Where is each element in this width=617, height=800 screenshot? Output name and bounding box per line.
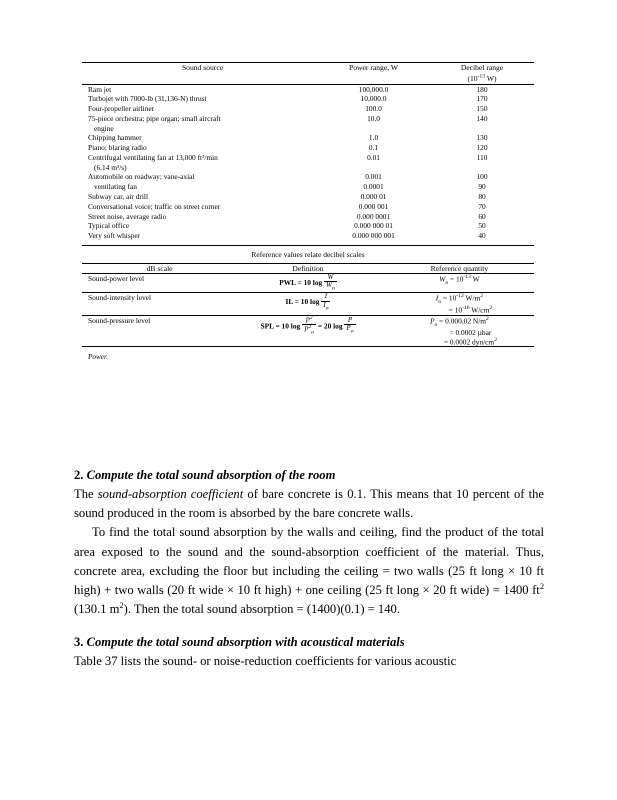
- scale-reference: $W_o = 10^{-13}$ W: [439, 273, 480, 286]
- table-caption: Power.: [88, 353, 108, 362]
- cell-power: 0.01: [367, 152, 380, 162]
- cell-power: 10.0: [367, 113, 380, 123]
- cell-db: 150: [476, 104, 488, 114]
- cell-db: 170: [476, 94, 488, 104]
- cell-power: 0.1: [368, 143, 379, 153]
- cell-power: 0.001: [365, 172, 382, 182]
- cell-power: 0.000 01: [360, 191, 387, 201]
- table-row: [82, 114, 534, 124]
- cell-db: 40: [478, 231, 486, 241]
- scale-name: Sound-intensity level: [88, 293, 152, 303]
- cell-source: Typical office: [88, 221, 130, 231]
- sound-source-table-block: [82, 62, 534, 361]
- table-row: [82, 84, 534, 94]
- cell-source: Subway car, air drill: [88, 191, 149, 201]
- header-decibel-range: [430, 63, 534, 85]
- scale-reference: $P_o = 0.000,02$ $N/m^2$ = 0.0002 µbar = 0.0002 dyn/$cm^2$: [430, 315, 497, 347]
- header-power-range: Power range, W: [349, 63, 399, 72]
- cell-power: [317, 163, 430, 173]
- section-2-paragraph-2: To find the total sound absorption by the walls and ceiling, find the product of the total area exposed to the sound and the sound-absorption coefficient of the material. Thus, concrete area, excluding the floor but including the ceiling = two walls (25 ft long × 10 ft high) + two walls (20 ft wide × 10 ft high) + one ceiling (25 ft long × 20 ft wide) = 1400 $ft^2$ (130.1 $m^2$). Then the total sound absorption = (1400)(0.1) = 140.: [74, 525, 544, 617]
- cell-db: [430, 124, 534, 134]
- table-header-row: [82, 63, 534, 85]
- table-row-continuation: [82, 182, 534, 192]
- cell-source: 75-piece orchestra; pipe organ; small aircraft: [88, 113, 221, 123]
- cell-source: Automobile on roadway; vane-axial: [88, 172, 195, 182]
- table-row: [82, 172, 534, 182]
- scale-reference: $I_o = 10^{-12}$ $W/m^2$ = $10^{-16}$ $W/cm^2$: [435, 293, 493, 315]
- cell-power: 0.000 001: [358, 201, 389, 211]
- header-reference-quantity: Reference quantity: [430, 263, 489, 273]
- table-row: [82, 153, 534, 163]
- table-row: [82, 94, 534, 104]
- scale-name: Sound-power level: [88, 273, 145, 283]
- table-row: [82, 231, 534, 241]
- cell-source: Centrifugal ventilating fan at 13,000 ft³/min: [88, 152, 218, 162]
- cell-power: 100,000.0: [358, 84, 389, 94]
- cell-source: Turbojet with 7000-lb (31,136-N) thrust: [88, 94, 207, 104]
- cell-source: (6.14 m³/s): [94, 162, 127, 172]
- cell-db: 110: [476, 152, 488, 162]
- cell-source: Very soft whisper: [88, 231, 141, 241]
- table-row-continuation: [82, 163, 534, 173]
- header-decibel-line1: Decibel range: [460, 63, 504, 72]
- table-row: [82, 192, 534, 202]
- header-sound-source: Sound source: [181, 63, 224, 72]
- cell-db: 180: [476, 84, 488, 94]
- table-row: [82, 212, 534, 222]
- section-2-paragraph-1: The sound-absorption coefficient of bare concrete is 0.1. This means that 10 percent of the sound produced in the room is absorbed by the bare concrete walls.: [74, 487, 545, 521]
- section-2-heading: 2. Compute the total sound absorption of the room: [74, 468, 336, 482]
- cell-source: Four-propeller airliner: [88, 104, 155, 114]
- scale-row-intensity: [82, 293, 534, 315]
- table-row: [82, 143, 534, 153]
- paragraph-spacer: [74, 620, 544, 633]
- cell-source: Piano; blaring radio: [88, 143, 147, 153]
- cell-db: 70: [478, 201, 486, 211]
- cell-db: 130: [476, 133, 488, 143]
- section-3-paragraph-1: Table 37 lists the sound- or noise-reduction coefficients for various acoustic: [74, 653, 457, 668]
- scale-row-pressure: [82, 315, 534, 346]
- scale-definition: SPL = 10 log $\frac{P^2}{P^2_o}$ = 20 log $\frac{P}{P_o}$: [260, 314, 354, 337]
- cell-db: 90: [478, 182, 486, 192]
- header-db-scale: dB scale: [146, 263, 173, 273]
- table-row: [82, 221, 534, 231]
- cell-db: 120: [476, 143, 488, 153]
- cell-power: 0.0001: [363, 182, 384, 192]
- sound-source-table: [82, 62, 534, 241]
- scales-header-row: [82, 263, 534, 273]
- table-row: [82, 202, 534, 212]
- cell-power: [317, 124, 430, 134]
- cell-source: Chipping hammer: [88, 133, 142, 143]
- table-row: [82, 104, 534, 114]
- scale-name: Sound-pressure level: [88, 315, 151, 325]
- cell-source: Street noise, average radio: [88, 211, 167, 221]
- reference-heading: Reference values relate decibel scales: [251, 249, 365, 259]
- cell-power: 1.0: [368, 133, 379, 143]
- cell-db: 60: [478, 211, 486, 221]
- cell-power: 10,000.0: [360, 94, 387, 104]
- cell-power: 0.000 000 01: [354, 221, 393, 231]
- cell-power: 0.000 000 001: [352, 231, 395, 241]
- header-definition: Definition: [292, 263, 324, 273]
- cell-power: 100.0: [365, 104, 382, 114]
- cell-source: Ram jet: [88, 84, 112, 94]
- scale-definition: PWL = 10 log $\frac{W}{W_o}$: [279, 272, 335, 292]
- body-text: [74, 466, 544, 671]
- scale-definition: IL = 10 log $\frac{I}{I_o}$: [285, 292, 329, 312]
- cell-db: 80: [478, 191, 486, 201]
- cell-db: 140: [476, 113, 488, 123]
- section-3-heading: 3. Compute the total sound absorption with acoustical materials: [74, 634, 405, 649]
- cell-source: ventilating fan: [94, 182, 137, 192]
- cell-source: Conversational voice; traffic on street corner: [88, 201, 221, 211]
- header-decibel-line2: ($10^{-13}$ W): [467, 73, 497, 83]
- cell-db: 100: [476, 172, 488, 182]
- decibel-scales-table: [82, 263, 534, 346]
- table-row: [82, 133, 534, 143]
- cell-power: 0.000 0001: [356, 211, 391, 221]
- cell-db: [430, 163, 534, 173]
- table-row-continuation: [82, 124, 534, 134]
- scale-row-power: [82, 273, 534, 293]
- cell-source: engine: [94, 123, 114, 133]
- cell-db: 50: [478, 221, 486, 231]
